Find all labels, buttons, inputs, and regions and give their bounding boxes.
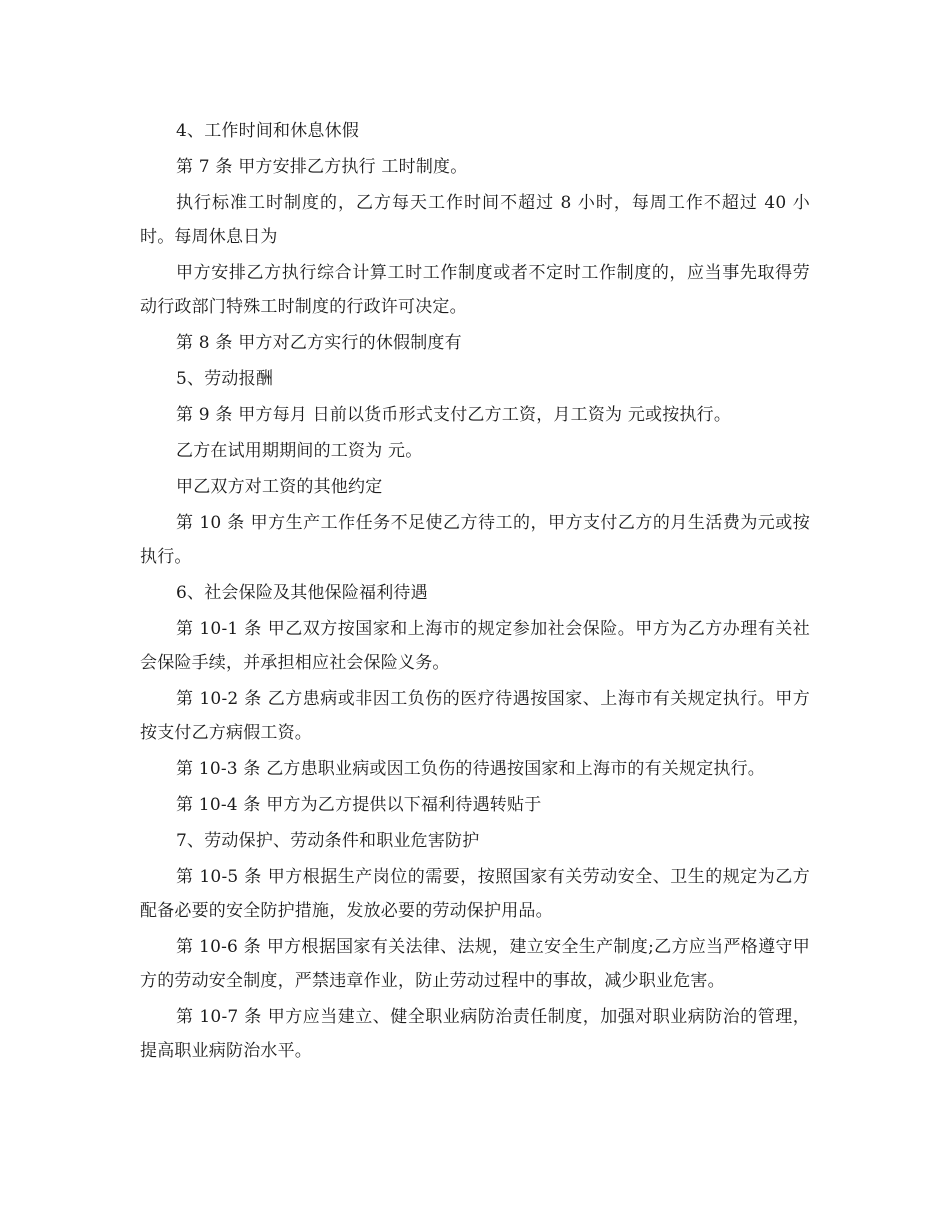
article-10-2: 第 10-2 条 乙方患病或非因工负伤的医疗待遇按国家、上海市有关规定执行。甲方按支付乙方病假工资。 bbox=[140, 689, 810, 743]
document-body bbox=[140, 114, 810, 1070]
section-heading-labor-protection: 7、劳动保护、劳动条件和职业危害防护 bbox=[176, 831, 480, 851]
article-7: 第 7 条 甲方安排乙方执行 工时制度。 bbox=[176, 157, 468, 177]
article-10-1: 第 10-1 条 甲乙双方按国家和上海市的规定参加社会保险。甲方为乙方办理有关社会保险手续，并承担相应社会保险义务。 bbox=[140, 619, 810, 673]
article-10-5: 第 10-5 条 甲方根据生产岗位的需要，按照国家有关劳动安全、卫生的规定为乙方配备必要的安全防护措施，发放必要的劳动保护用品。 bbox=[140, 867, 810, 921]
article-9: 第 9 条 甲方每月 日前以货币形式支付乙方工资，月工资为 元或按执行。 bbox=[176, 405, 732, 425]
paragraph-standard-hours: 执行标准工时制度的，乙方每天工作时间不超过 8 小时，每周工作不超过 40 小时。每周休息日为 bbox=[140, 193, 810, 247]
paragraph-probation-wage: 乙方在试用期期间的工资为 元。 bbox=[176, 441, 423, 461]
article-10-4: 第 10-4 条 甲方为乙方提供以下福利待遇转贴于 bbox=[176, 795, 542, 815]
paragraph-flexible-hours: 甲方安排乙方执行综合计算工时工作制度或者不定时工作制度的，应当事先取得劳动行政部门特殊工时制度的行政许可决定。 bbox=[140, 263, 810, 317]
section-heading-social-insurance: 6、社会保险及其他保险福利待遇 bbox=[176, 583, 428, 603]
article-10-3: 第 10-3 条 乙方患职业病或因工负伤的待遇按国家和上海市的有关规定执行。 bbox=[176, 759, 766, 779]
article-8: 第 8 条 甲方对乙方实行的休假制度有 bbox=[176, 333, 462, 353]
paragraph-other-wage-terms: 甲乙双方对工资的其他约定 bbox=[176, 477, 383, 497]
section-heading-remuneration: 5、劳动报酬 bbox=[176, 369, 274, 389]
article-10-6: 第 10-6 条 甲方根据国家有关法律、法规，建立安全生产制度;乙方应当严格遵守甲方的劳动安全制度，严禁违章作业，防止劳动过程中的事故，减少职业危害。 bbox=[140, 937, 810, 991]
section-heading-work-hours: 4、工作时间和休息休假 bbox=[176, 121, 360, 141]
article-10: 第 10 条 甲方生产工作任务不足使乙方待工的，甲方支付乙方的月生活费为元或按 执行。 bbox=[140, 513, 810, 567]
article-10-7: 第 10-7 条 甲方应当建立、健全职业病防治责任制度，加强对职业病防治的管理，提高职业病防治水平。 bbox=[140, 1007, 810, 1061]
